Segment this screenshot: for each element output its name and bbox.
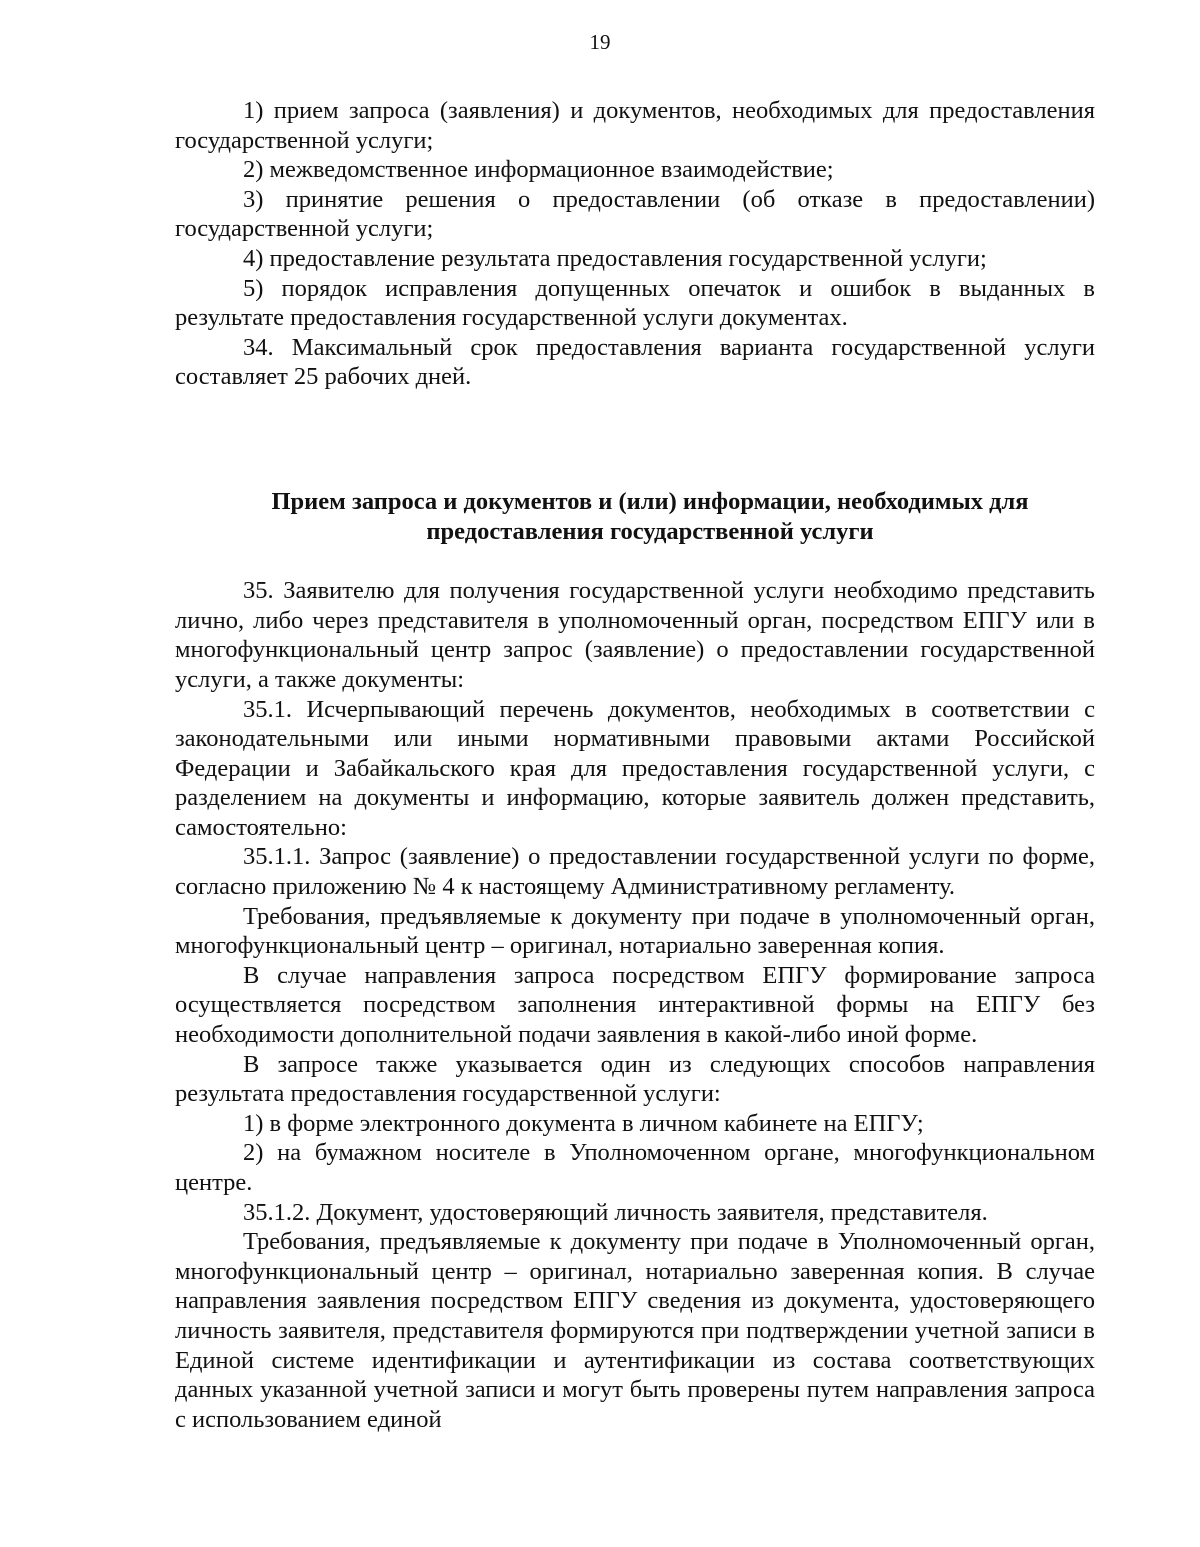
paragraph-35-1: 35.1. Исчерпывающий перечень документов, необходимых в соответствии с законодательными или иными нормативными правовыми актами Российской Федерации и Забайкальского края для предоставления государственной услуги, с разделением на документы и информацию, которые заявитель должен представить, самостоятельно: (175, 695, 1095, 841)
paragraph-35-1-2: 35.1.2. Документ, удостоверяющий личность заявителя, представителя. (243, 1198, 988, 1226)
paragraph-34: 34. Максимальный срок предоставления варианта государственной услуги составляет 25 рабочих дней. (175, 333, 1095, 391)
paragraph-epgu-request: В случае направления запроса посредством ЕПГУ формирование запроса осуществляется посредством заполнения интерактивной формы на ЕПГУ без необходимости дополнительной подачи заявления в какой-либо иной форме. (175, 961, 1095, 1049)
section-title-line-1: Прием запроса и документов и (или) информации, необходимых для (271, 487, 1029, 515)
paragraph-35: 35. Заявителю для получения государственной услуги необходимо представить лично, либо через представителя в уполномоченный орган, посредством ЕПГУ или в многофункциональный центр запрос (заявление) о предоставлении государственной услуги, а также документы: (175, 577, 1095, 693)
document-body (175, 96, 1095, 1434)
paragraph-result-methods: В запросе также указывается один из следующих способов направления результата предоставления государственной услуги: (175, 1050, 1095, 1108)
paragraph-method-1: 1) в форме электронного документа в личном кабинете на ЕПГУ; (243, 1109, 924, 1137)
page-number: 19 (589, 30, 611, 54)
paragraph-step-2: 2) межведомственное информационное взаимодействие; (243, 156, 834, 184)
paragraph-method-2: 2) на бумажном носителе в Уполномоченном органе, многофункциональном центре. (175, 1139, 1095, 1196)
paragraph-step-1: 1) прием запроса (заявления) и документов, необходимых для предоставления государственной услуги; (175, 97, 1095, 154)
paragraph-requirements-1: Требования, предъявляемые к документу при подаче в уполномоченный орган, многофункциональный центр – оригинал, нотариально заверенная копия. (175, 902, 1095, 960)
paragraph-step-5: 5) порядок исправления допущенных опечаток и ошибок в выданных в результате предоставления государственной услуги документах. (175, 274, 1095, 332)
paragraph-step-4: 4) предоставление результата предоставления государственной услуги; (243, 244, 987, 272)
paragraph-requirements-2: Требования, предъявляемые к документу при подаче в Уполномоченный орган, многофункциональный центр – оригинал, нотариально заверенная копия. В случае направления заявления посредством ЕПГУ сведения из документа, удостоверяющего личность заявителя, представителя формируются при подтверждении учетной записи в Единой системе идентификации и аутентификации из состава соответствующих данных указанной учетной записи и могут быть проверены путем направления запроса с использованием единой (175, 1228, 1095, 1433)
section-title (175, 487, 1095, 546)
paragraph-step-3: 3) принятие решения о предоставлении (об отказе в предоставлении) государственной услуги; (175, 185, 1095, 243)
paragraph-35-1-1: 35.1.1. Запрос (заявление) о предоставлении государственной услуги по форме, согласно приложению № 4 к настоящему Административному регламенту. (175, 843, 1095, 901)
section-title-line-2: предоставления государственной услуги (426, 517, 874, 545)
